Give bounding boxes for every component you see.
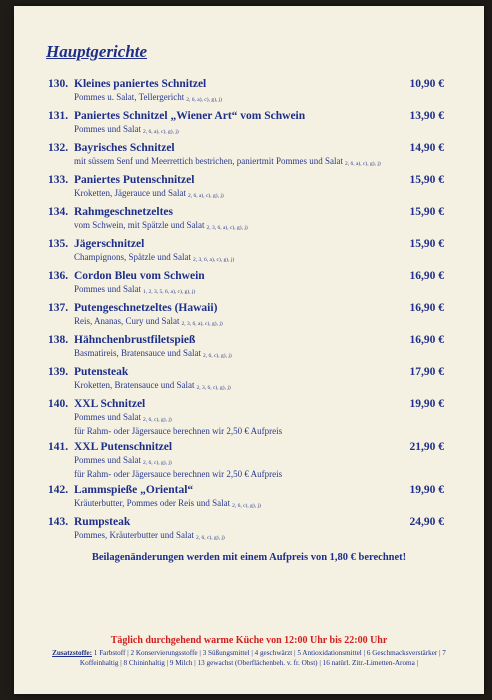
item-price: 19,90 € xyxy=(409,484,444,496)
description-line: Pommes und Salat xyxy=(74,455,141,465)
section-heading: Hauptgerichte xyxy=(46,42,148,61)
item-name: Putengeschnetzeltes (Hawaii) xyxy=(74,302,218,314)
item-price: 16,90 € xyxy=(409,270,444,282)
description-line: vom Schwein, mit Spätzle und Salat xyxy=(74,220,205,230)
item-number: 130. xyxy=(48,78,69,90)
item-name: Paniertes Schnitzel „Wiener Art“ vom Schwein xyxy=(74,110,306,122)
menu-page xyxy=(14,6,484,694)
item-description xyxy=(74,530,404,544)
item-description xyxy=(74,220,404,234)
additive-codes: 2, 3, 6, a), c), g), j) xyxy=(206,225,248,231)
item-name: Rahmgeschnetzeltes xyxy=(74,206,174,218)
item-price: 24,90 € xyxy=(409,516,444,528)
item-number: 131. xyxy=(48,110,69,122)
item-price: 21,90 € xyxy=(409,441,444,453)
description-line: Kroketten, Bratensauce und Salat xyxy=(74,380,195,390)
additive-codes: 2, 6, a), c), g), j) xyxy=(344,161,381,167)
additive-codes: 2, 6, c), g), j) xyxy=(143,460,172,466)
item-name: Paniertes Putenschnitzel xyxy=(74,174,195,186)
item-number: 133. xyxy=(48,174,69,186)
item-name: Lammspieße „Oriental“ xyxy=(74,484,194,496)
item-name: Bayrisches Schnitzel xyxy=(74,142,175,154)
item-description xyxy=(74,498,404,512)
description-line: Basmatireis, Bratensauce und Salat xyxy=(74,348,201,358)
description-line: Pommes und Salat xyxy=(74,412,141,422)
item-description xyxy=(74,284,404,298)
item-price: 15,90 € xyxy=(409,174,444,186)
item-description xyxy=(74,455,404,480)
item-name: Jägerschnitzel xyxy=(74,238,145,250)
side-dish-note: Beilagenänderungen werden mit einem Aufpreis von 1,80 € berechnet! xyxy=(91,552,407,563)
additive-codes: 2, 6, a), c), g), j) xyxy=(187,193,224,199)
item-number: 142. xyxy=(48,484,69,496)
description-line: Kroketten, Jägerauce und Salat xyxy=(74,188,186,198)
item-price: 14,90 € xyxy=(409,142,444,154)
item-number: 135. xyxy=(48,238,69,250)
item-name: Hähnchenbrustfiletspieß xyxy=(74,334,196,346)
additive-codes: 2, 3, 6, c), g), j) xyxy=(196,385,231,391)
item-description xyxy=(74,412,404,437)
item-description xyxy=(74,92,404,106)
additive-codes: 1, 2, 3, 5, 6, a), c), g), j) xyxy=(143,289,196,295)
item-number: 138. xyxy=(48,334,69,346)
item-number: 140. xyxy=(48,398,69,410)
item-price: 17,90 € xyxy=(409,366,444,378)
item-description xyxy=(74,252,404,266)
item-number: 141. xyxy=(48,441,69,453)
kitchen-hours: Täglich durchgehend warme Küche von 12:00 Uhr bis 22:00 Uhr xyxy=(110,635,388,646)
additive-codes: 2, 6, a), c), g), j) xyxy=(186,97,223,103)
additive-codes: 2, 3, 6, a), c), g), j) xyxy=(181,321,223,327)
description-line: Pommes und Salat xyxy=(74,124,141,134)
additive-codes: 2, 6, c), g), j) xyxy=(143,417,172,423)
item-description xyxy=(74,124,404,138)
item-description xyxy=(74,156,404,170)
item-price: 15,90 € xyxy=(409,238,444,250)
item-number: 136. xyxy=(48,270,69,282)
item-description xyxy=(74,380,404,394)
description-line: für Rahm- oder Jägersauce berechnen wir 2,50 € Aufpreis xyxy=(74,469,283,479)
additives-legend xyxy=(36,648,462,668)
additive-codes: 2, 6, c), g), j) xyxy=(232,503,261,509)
item-name: Kleines paniertes Schnitzel xyxy=(74,78,207,90)
item-price: 10,90 € xyxy=(409,78,444,90)
item-description xyxy=(74,316,404,330)
item-name: XXL Schnitzel xyxy=(74,398,146,410)
description-line: Reis, Ananas, Cury und Salat xyxy=(74,316,180,326)
item-price: 19,90 € xyxy=(409,398,444,410)
item-price: 16,90 € xyxy=(409,302,444,314)
additives-label: Zusatzstoffe: xyxy=(52,649,92,657)
item-price: 15,90 € xyxy=(409,206,444,218)
description-line: Pommes, Kräuterbutter und Salat xyxy=(74,530,194,540)
item-description xyxy=(74,188,404,202)
description-line: Champignons, Spätzle und Salat xyxy=(74,252,191,262)
item-number: 134. xyxy=(48,206,69,218)
item-number: 143. xyxy=(48,516,69,528)
description-line: mit süssem Senf und Meerrettich bestrichen, paniertmit Pommes und Salat xyxy=(74,156,343,166)
item-description xyxy=(74,348,404,362)
additive-codes: 2, 6, a), c), g), j) xyxy=(143,129,179,135)
item-name: Putensteak xyxy=(74,366,129,378)
description-line: Kräuterbutter, Pommes oder Reis und Salat xyxy=(74,498,231,508)
item-name: Cordon Bleu vom Schwein xyxy=(74,270,205,282)
item-name: XXL Putenschnitzel xyxy=(74,441,173,453)
item-price: 13,90 € xyxy=(409,110,444,122)
additive-codes: 2, 3, 6, a), c), g), j) xyxy=(193,257,235,263)
item-number: 139. xyxy=(48,366,69,378)
item-number: 137. xyxy=(48,302,69,314)
additives-text: 1 Farbstoff | 2 Konservierungsstoffe | 3 Süßungsmittel | 4 geschwärzt | 5 Antioxidationsmittel | 6 Geschmacksverstärker | 7 Koffeinhaltig | 8 Chininhaltig | 9 Milch | 13 gewachst (Oberflächenbeh. v. fr. Obst) | 16 natürl. Zitr.-Limetten-Aroma | xyxy=(79,649,446,667)
item-name: Rumpsteak xyxy=(74,516,131,528)
additive-codes: 2, 6, c), g), j) xyxy=(202,353,232,359)
item-number: 132. xyxy=(48,142,69,154)
description-line: Pommes und Salat xyxy=(74,284,141,294)
description-line: für Rahm- oder Jägersauce berechnen wir 2,50 € Aufpreis xyxy=(74,426,283,436)
description-line: Pommes u. Salat, Tellergericht xyxy=(74,92,185,102)
additive-codes: 2, 6, c), g), j) xyxy=(195,535,225,541)
item-price: 16,90 € xyxy=(409,334,444,346)
